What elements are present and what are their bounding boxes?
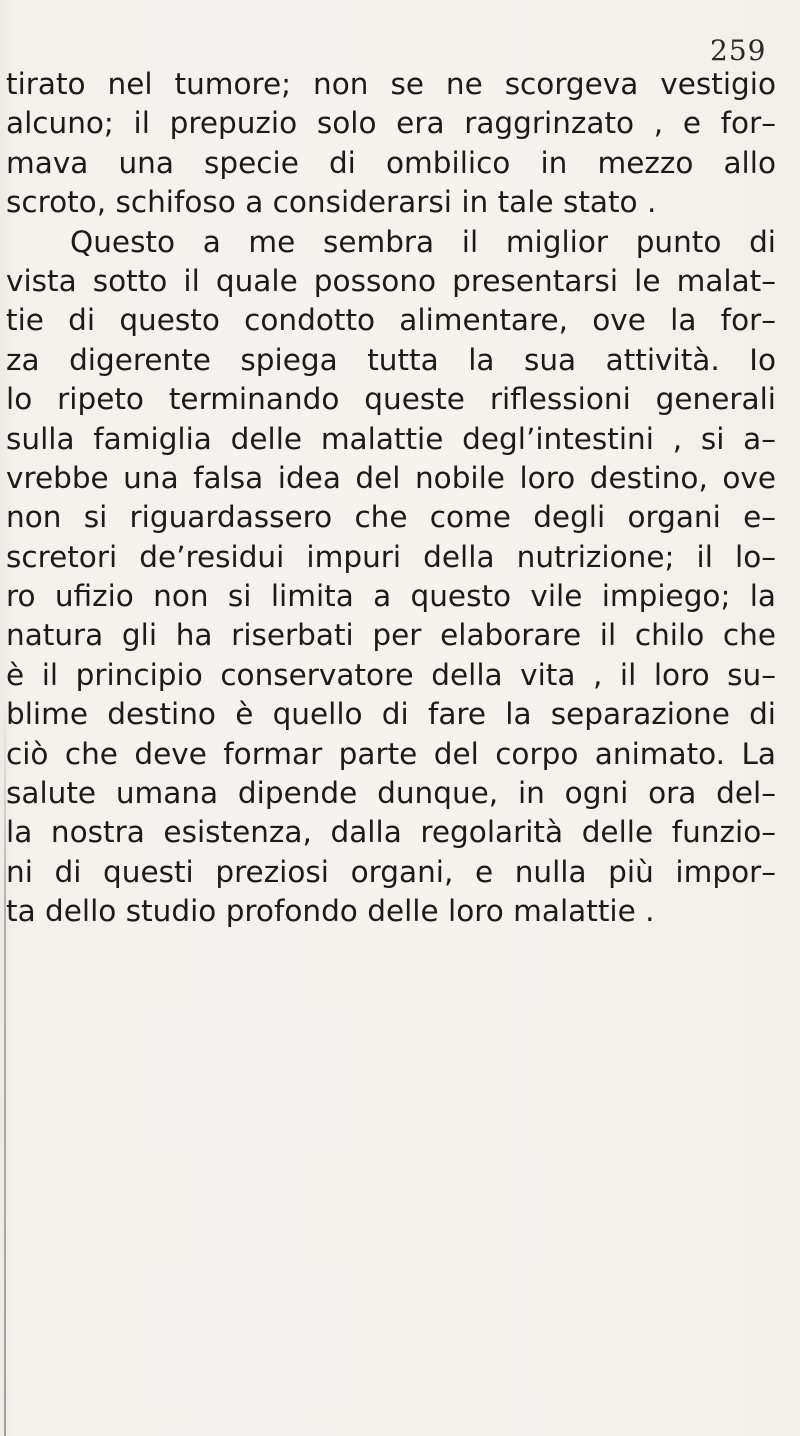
text-line: vrebbe una falsa idea del nobile loro destino, ove bbox=[6, 460, 776, 495]
text-line: è il principio conservatore della vita , il loro su– bbox=[6, 657, 776, 692]
text-line: vista sotto il quale possono presentarsi le malat– bbox=[6, 263, 776, 298]
text-line: salute umana dipende dunque, in ogni ora del– bbox=[6, 776, 776, 811]
page-number: 259 bbox=[710, 34, 767, 67]
text-line: za digerente spiega tutta la sua attività. Io bbox=[6, 342, 776, 377]
text-line: mava una specie di ombilico in mezzo allo bbox=[6, 145, 776, 180]
text-line: scroto, schifoso a considerarsi in tale stato . bbox=[6, 185, 657, 220]
text-line: tie di questo condotto alimentare, ove la for– bbox=[6, 303, 776, 338]
body-text bbox=[0, 65, 800, 932]
text-line: blime destino è quello di fare la separazione di bbox=[6, 697, 776, 732]
text-line: non si riguardassero che come degli organi e– bbox=[6, 500, 776, 535]
text-line: alcuno; il prepuzio solo era raggrinzato , e for– bbox=[6, 106, 776, 141]
text-line: ciò che deve formar parte del corpo animato. La bbox=[6, 736, 776, 771]
text-line: ta dello studio profondo delle loro malattie . bbox=[6, 894, 655, 929]
text-line: natura gli ha riserbati per elaborare il chilo che bbox=[6, 618, 776, 653]
paragraph-start-line: Questo a me sembra il miglior punto di bbox=[70, 224, 776, 259]
text-line: sulla famiglia delle malattie degl’intestini , si a– bbox=[6, 421, 776, 456]
text-line: ni di questi preziosi organi, e nulla più impor– bbox=[6, 854, 776, 889]
text-line: tirato nel tumore; non se ne scorgeva vestigio bbox=[6, 67, 776, 101]
text-line: ro ufizio non si limita a questo vile impiego; la bbox=[6, 579, 776, 614]
text-line: lo ripeto terminando queste riflessioni generali bbox=[6, 382, 776, 417]
text-line: scretori de’residui impuri della nutrizione; il lo– bbox=[6, 539, 776, 574]
text-line: la nostra esistenza, dalla regolarità delle funzio– bbox=[6, 815, 776, 850]
